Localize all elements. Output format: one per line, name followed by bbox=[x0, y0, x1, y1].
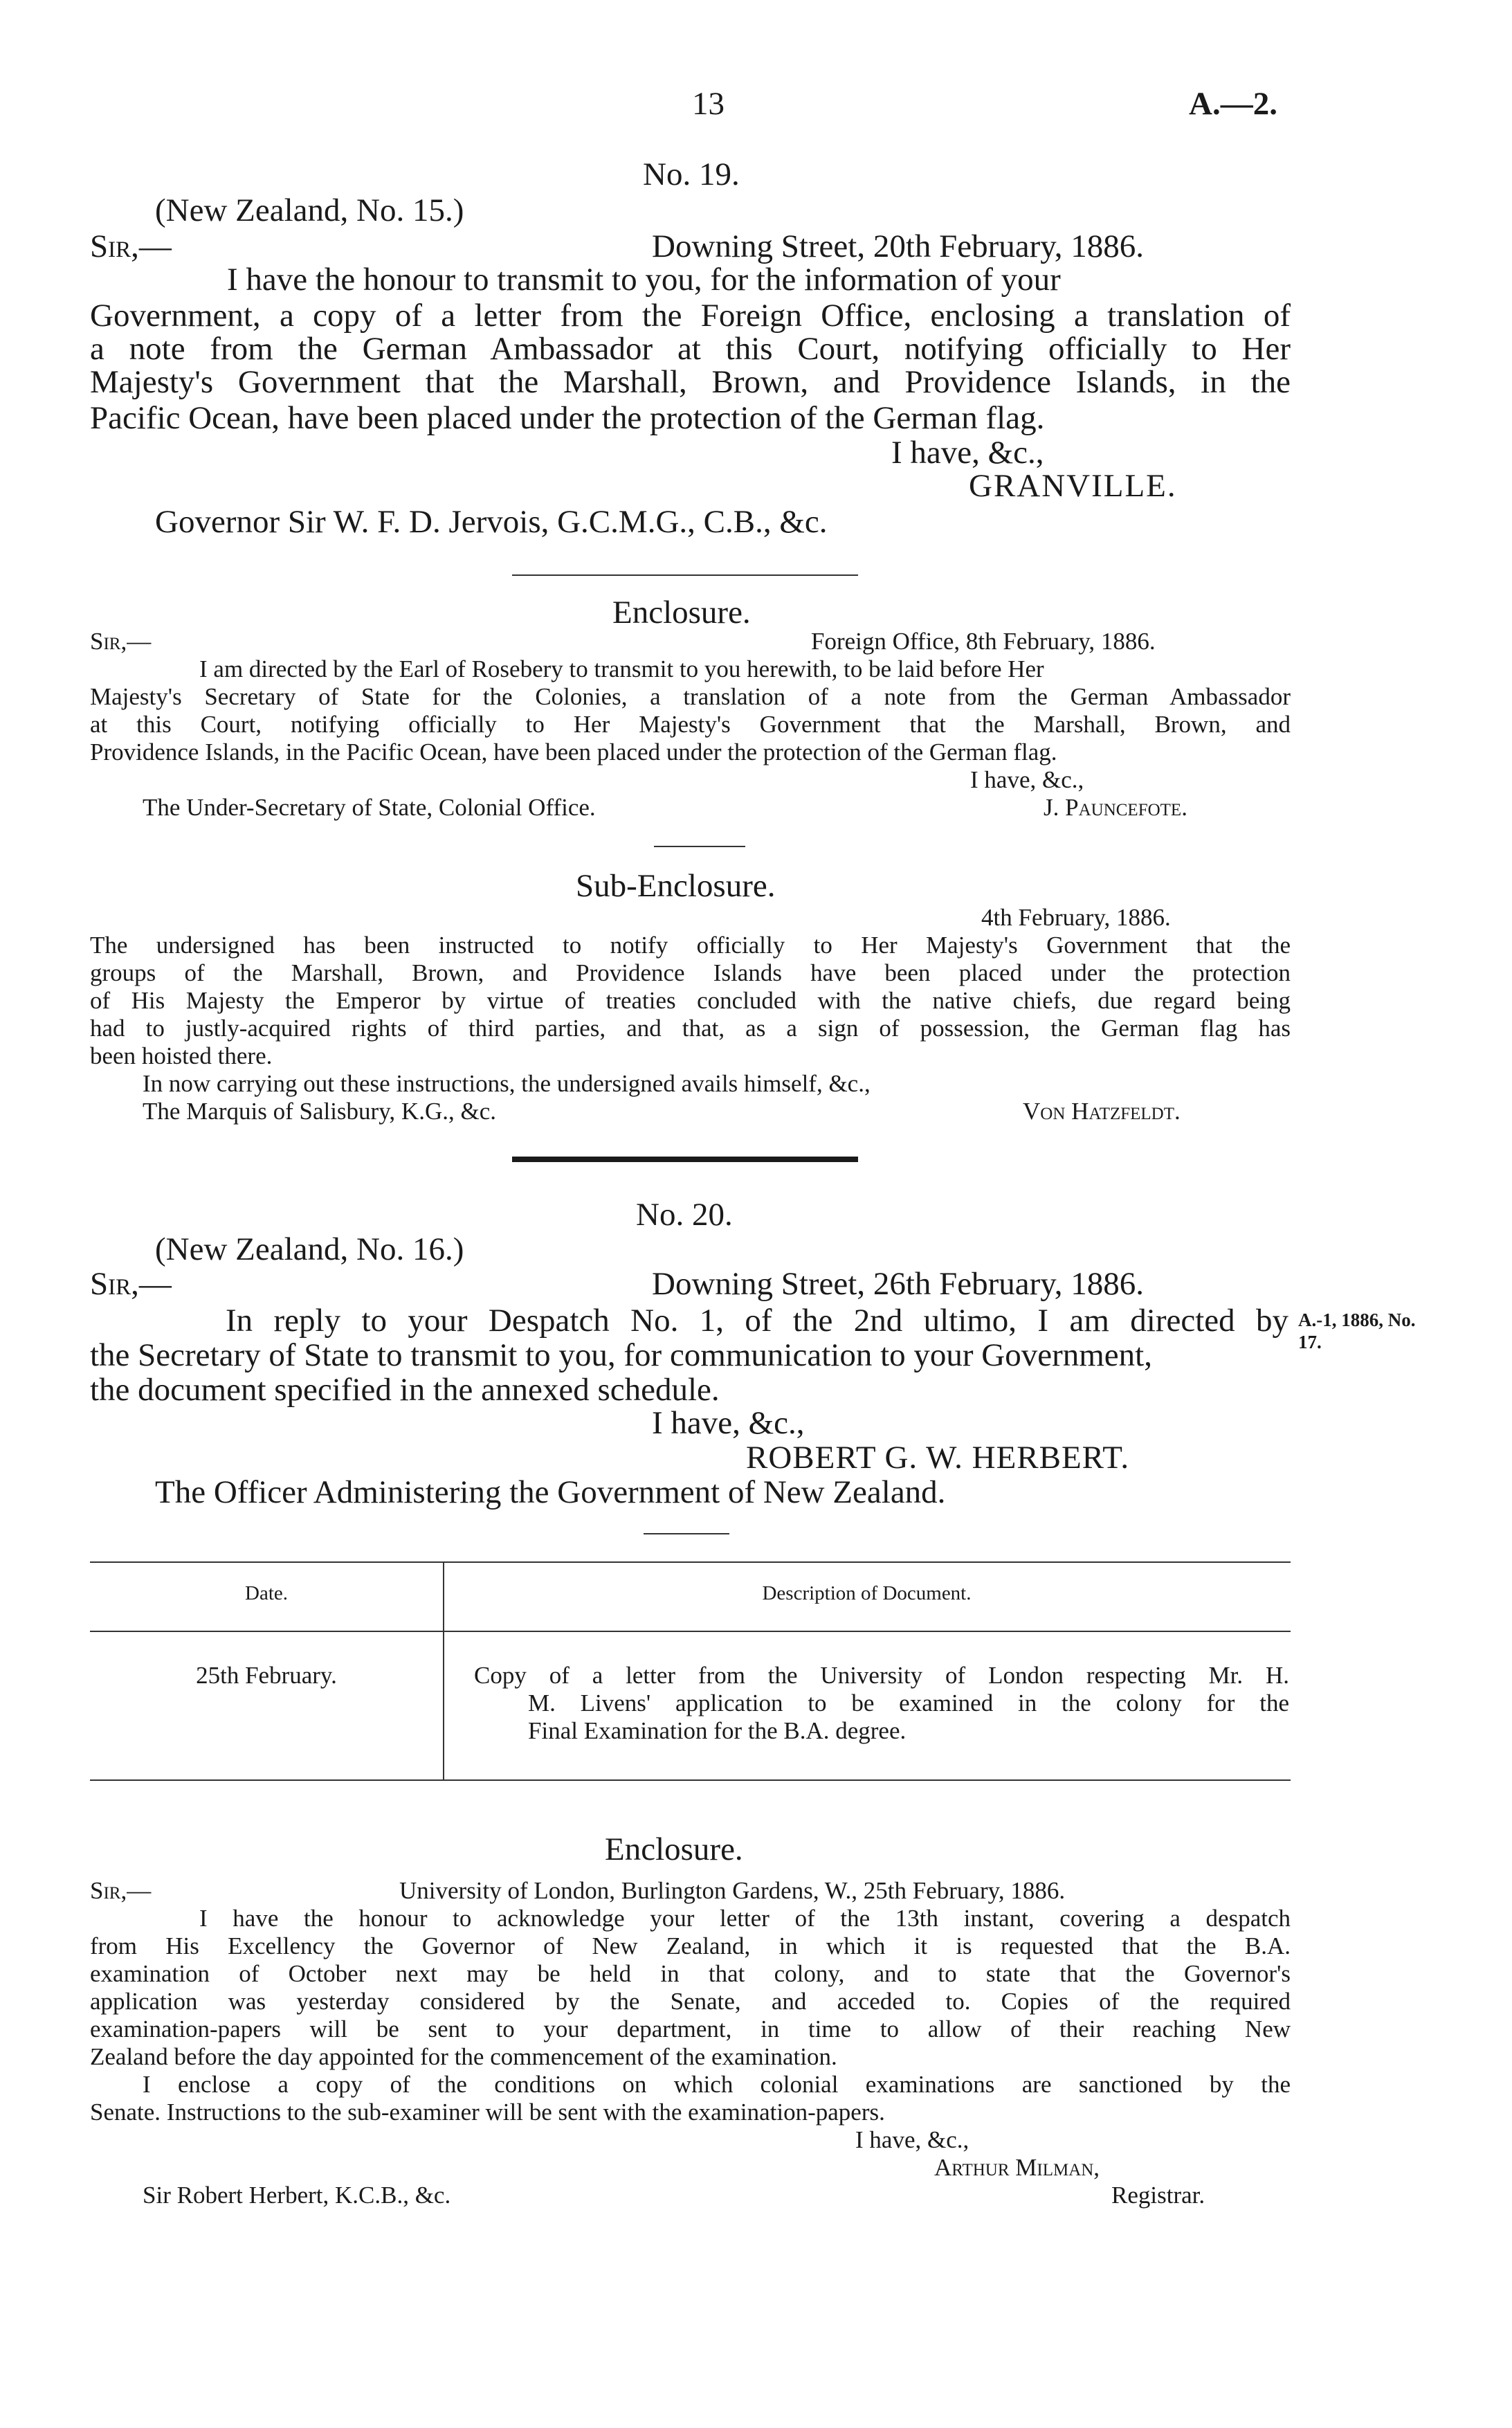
body-line: the document specified in the annexed schedule. bbox=[90, 1372, 720, 1408]
body-line: application was yesterday considered by the Senate, and acceded to. Copies of the required bbox=[90, 1988, 1291, 2015]
table-bottom-rule bbox=[90, 1779, 1291, 1781]
body-line: of His Majesty the Emperor by virtue of treaties concluded with the native chiefs, due regard being bbox=[90, 987, 1291, 1014]
section-heading: Enclosure. bbox=[605, 1831, 743, 1867]
body-line: at this Court, notifying officially to Her Majesty's Government that the Marshall, Brown, and bbox=[90, 711, 1291, 738]
body-line: Majesty's Secretary of State for the Colonies, a translation of a note from the German Ambassador bbox=[90, 683, 1291, 710]
table-cell-description: M. Livens' application to be examined in the colony for the bbox=[528, 1689, 1289, 1716]
divider bbox=[644, 1533, 729, 1534]
table-cell-date: 25th February. bbox=[196, 1662, 337, 1689]
divider bbox=[512, 574, 858, 576]
table-header-date: Date. bbox=[245, 1582, 288, 1604]
margin-note: A.-1, 1886, No. bbox=[1298, 1310, 1416, 1330]
body-line: had to justly-acquired rights of third parties, and that, as a sign of possession, the German flag has bbox=[90, 1015, 1291, 1042]
body-line: Providence Islands, in the Pacific Ocean, have been placed under the protection of the German flag. bbox=[90, 739, 1057, 765]
table-cell-description: Final Examination for the B.A. degree. bbox=[528, 1717, 907, 1744]
place-date: Downing Street, 20th February, 1886. bbox=[652, 228, 1144, 264]
addressee: Governor Sir W. F. D. Jervois, G.C.M.G., C.B., &c. bbox=[155, 504, 828, 540]
body-line: examination-papers will be sent to your department, in time to allow of their reaching New bbox=[90, 2015, 1291, 2042]
section-heading: Sub-Enclosure. bbox=[576, 868, 776, 904]
signature: Arthur Milman, bbox=[934, 2154, 1100, 2181]
body-line: Senate. Instructions to the sub-examiner will be sent with the examination-papers. bbox=[90, 2099, 885, 2126]
salutation: Sir,— bbox=[90, 1266, 172, 1302]
body-line: Pacific Ocean, have been placed under the protection of the German flag. bbox=[90, 400, 1045, 436]
body-line: been hoisted there. bbox=[90, 1042, 273, 1069]
date: 4th February, 1886. bbox=[981, 904, 1171, 931]
body-line: from His Excellency the Governor of New Zealand, in which it is requested that the B.A. bbox=[90, 1932, 1291, 1959]
body-line: I have the honour to transmit to you, for the information of your bbox=[227, 262, 1061, 298]
body-line: In reply to your Despatch No. 1, of the 2nd ultimo, I am directed by bbox=[226, 1303, 1288, 1339]
despatch-reference: (New Zealand, No. 16.) bbox=[155, 1231, 464, 1267]
addressee: Sir Robert Herbert, K.C.B., &c. bbox=[143, 2182, 451, 2209]
despatch-number: No. 19. bbox=[643, 156, 740, 192]
place-date: University of London, Burlington Gardens, W., 25th February, 1886. bbox=[399, 1877, 1066, 1904]
despatch-reference: (New Zealand, No. 15.) bbox=[155, 192, 464, 228]
divider bbox=[654, 846, 745, 847]
addressee: The Officer Administering the Government of New Zealand. bbox=[155, 1474, 946, 1510]
body-line: the Secretary of State to transmit to you, for communication to your Government, bbox=[90, 1337, 1152, 1373]
salutation: Sir,— bbox=[90, 1877, 152, 1904]
closing: I have, &c., bbox=[970, 766, 1084, 793]
place-date: Foreign Office, 8th February, 1886. bbox=[811, 628, 1156, 655]
signatory-title: Registrar. bbox=[1111, 2182, 1205, 2209]
addressee: The Under-Secretary of State, Colonial Office. bbox=[143, 794, 596, 821]
body-line: Government, a copy of a letter from the Foreign Office, enclosing a translation of bbox=[90, 298, 1291, 334]
body-line: Zealand before the day appointed for the commencement of the examination. bbox=[90, 2043, 837, 2070]
body-line: a note from the German Ambassador at this Court, notifying officially to Her bbox=[90, 331, 1291, 367]
table-top-rule bbox=[90, 1561, 1291, 1563]
body-line: examination of October next may be held in that colony, and to state that the Governor's bbox=[90, 1960, 1291, 1987]
table-header-rule bbox=[90, 1631, 1291, 1632]
closing: I have, &c., bbox=[891, 435, 1044, 471]
body-line: I enclose a copy of the conditions on which colonial examinations are sanctioned by the bbox=[143, 2071, 1291, 2098]
closing: I have, &c., bbox=[652, 1405, 805, 1441]
page-number: 13 bbox=[692, 86, 725, 122]
table-header-description: Description of Document. bbox=[762, 1582, 972, 1604]
closing: I have, &c., bbox=[855, 2126, 969, 2153]
place-date: Downing Street, 26th February, 1886. bbox=[652, 1266, 1144, 1302]
margin-note: 17. bbox=[1298, 1332, 1322, 1352]
body-line: groups of the Marshall, Brown, and Providence Islands have been placed under the protection bbox=[90, 959, 1291, 986]
salutation: Sir,— bbox=[90, 628, 152, 655]
body-line: I have the honour to acknowledge your letter of the 13th instant, covering a despatch bbox=[199, 1905, 1291, 1932]
body-line: Majesty's Government that the Marshall, Brown, and Providence Islands, in the bbox=[90, 364, 1291, 400]
section-heading: Enclosure. bbox=[612, 595, 751, 631]
addressee: The Marquis of Salisbury, K.G., &c. bbox=[143, 1098, 496, 1125]
body-line: I am directed by the Earl of Rosebery to transmit to you herewith, to be laid before Her bbox=[199, 655, 1044, 682]
body-line: The undersigned has been instructed to notify officially to Her Majesty's Government that the bbox=[90, 932, 1291, 959]
table-cell-description: Copy of a letter from the University of London respecting Mr. H. bbox=[474, 1662, 1289, 1689]
thick-divider bbox=[512, 1157, 858, 1162]
signature: J. Pauncefote. bbox=[1044, 794, 1187, 821]
salutation: Sir,— bbox=[90, 228, 172, 264]
despatch-number: No. 20. bbox=[636, 1197, 733, 1233]
closing-line: In now carrying out these instructions, the undersigned avails himself, &c., bbox=[143, 1070, 871, 1097]
signature: GRANVILLE. bbox=[969, 468, 1177, 504]
series-reference: A.—2. bbox=[1189, 86, 1277, 122]
signature: Von Hatzfeldt. bbox=[1023, 1098, 1181, 1125]
signature: ROBERT G. W. HERBERT. bbox=[746, 1440, 1130, 1476]
